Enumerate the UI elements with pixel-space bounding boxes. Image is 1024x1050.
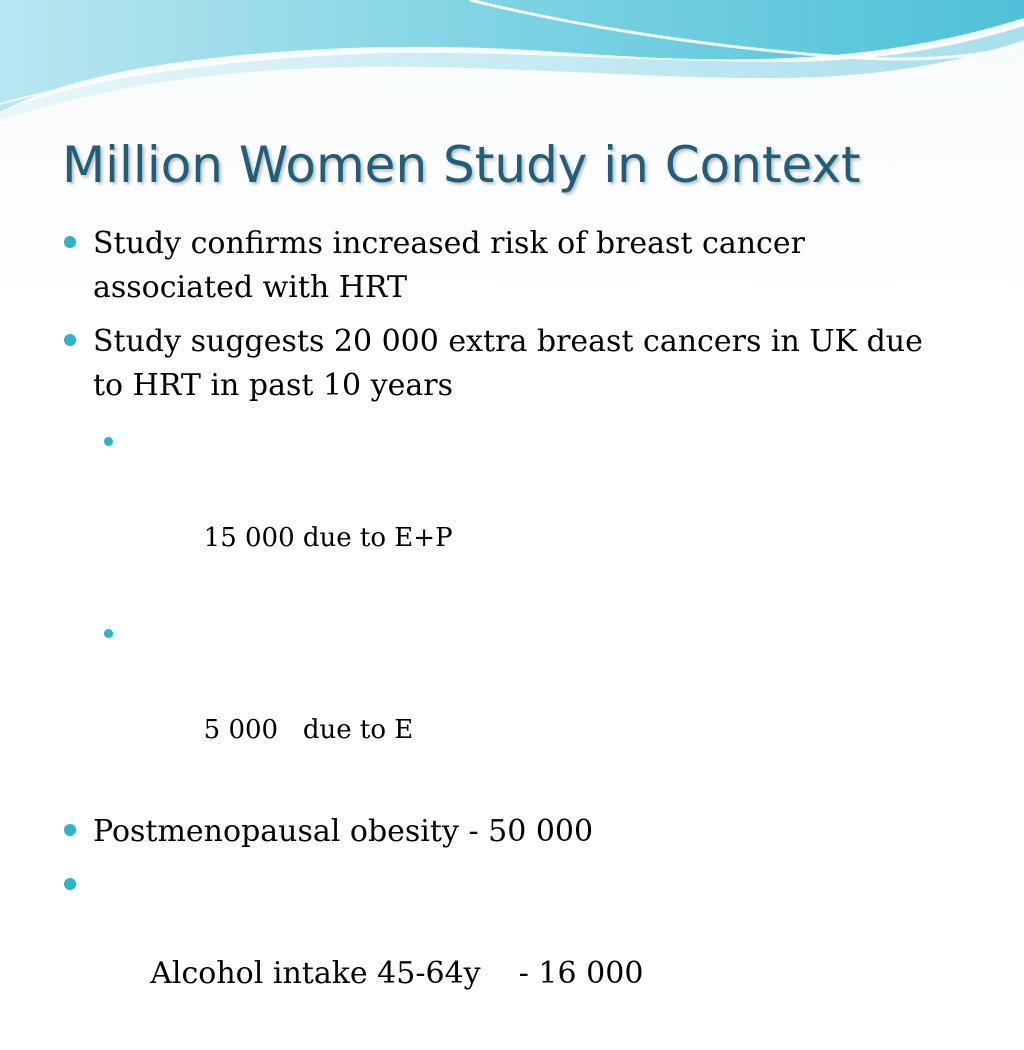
sub-bullet-list bbox=[102, 418, 960, 802]
bullet-text: Alcohol intake 45-64y - 16 000 bbox=[150, 956, 644, 991]
bullet-text: Postmenopausal obesity - 50 000 bbox=[93, 814, 594, 849]
bullet-list bbox=[60, 222, 960, 1050]
bullet-dot-icon bbox=[64, 878, 76, 890]
bullet-dot-icon bbox=[104, 437, 113, 446]
bullet-dot-icon bbox=[64, 334, 76, 346]
bullet-item bbox=[60, 810, 960, 854]
bullet-text: Study suggests 20 000 extra breast cancers in UK due to HRT in past 10 years bbox=[93, 324, 923, 403]
sub-bullet-text: 5 000 due to E bbox=[203, 715, 414, 745]
header-wave-decoration bbox=[0, 0, 1024, 120]
bullet-item bbox=[60, 222, 960, 310]
sub-bullet-text: 15 000 due to E+P bbox=[203, 523, 453, 553]
slide-title: Million Women Study in Context bbox=[62, 136, 861, 194]
sub-bullet-item bbox=[102, 610, 960, 802]
bullet-dot-icon bbox=[64, 824, 76, 836]
sub-bullet-group bbox=[60, 418, 960, 802]
bullet-item bbox=[60, 320, 960, 408]
bullet-dot-icon bbox=[104, 629, 113, 638]
bullet-text: Study confirms increased risk of breast cancer associated with HRT bbox=[93, 226, 805, 305]
bullet-item bbox=[60, 864, 960, 1040]
sub-bullet-item bbox=[102, 418, 960, 610]
bullet-dot-icon bbox=[64, 236, 76, 248]
